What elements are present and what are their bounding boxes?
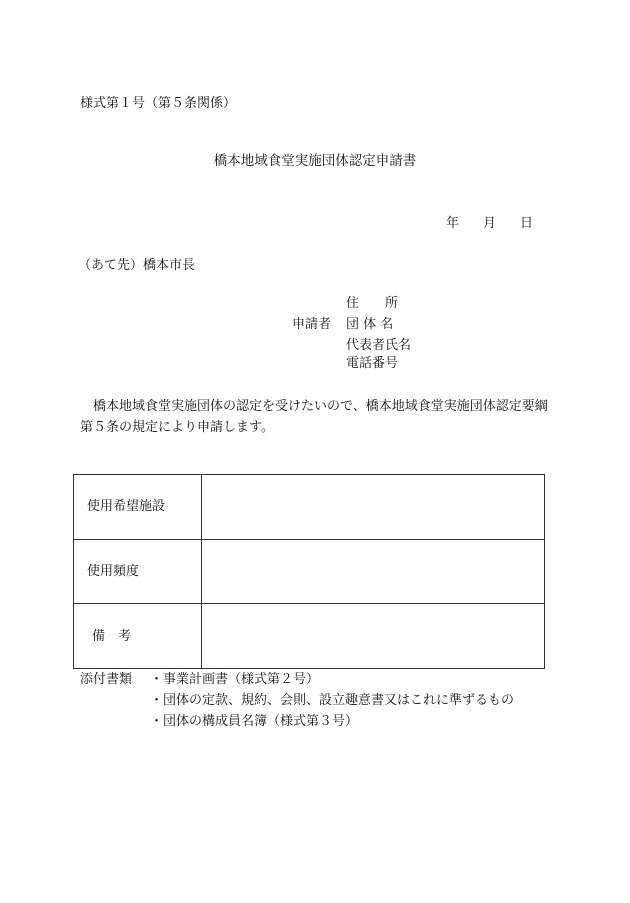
addressee: （あて先）橋本市長 [78, 258, 196, 273]
applicant-phone-label: 電話番号 [346, 356, 399, 371]
table-row [74, 539, 545, 604]
document-title: 橋本地域食堂実施団体認定申請書 [213, 153, 417, 169]
remarks-label: 備 考 [74, 604, 202, 669]
date-year: 年 [446, 216, 460, 231]
remarks-value-cell[interactable] [202, 604, 545, 669]
facility-value-cell[interactable] [202, 475, 545, 540]
date-line [446, 217, 533, 230]
attachment-item: ・団体の定款、規約、会則、設立趣意書又はこれに準ずるもの [150, 693, 515, 708]
table-row [74, 475, 545, 540]
applicant-representative-label: 代表者氏名 [346, 338, 412, 353]
applicant-group-name-label: 団 体 名 [346, 317, 394, 332]
attachment-item: ・団体の構成員名簿（様式第３号） [150, 714, 359, 729]
form-number: 様式第１号（第５条関係） [80, 96, 237, 111]
date-month: 月 [483, 216, 497, 231]
application-details-table [73, 474, 545, 669]
applicant-address-label: 住 所 [346, 296, 399, 311]
application-statement: 橋本地域食堂実施団体の認定を受けたいので、橋本地域食堂実施団体認定要綱第５条の規定により申請します。 [80, 399, 548, 435]
frequency-value-cell[interactable] [202, 539, 545, 604]
frequency-label: 使用頻度 [74, 539, 202, 604]
table-row [74, 604, 545, 669]
attachment-item: ・事業計画書（様式第２号） [150, 672, 320, 687]
facility-label: 使用希望施設 [74, 475, 202, 540]
date-day: 日 [520, 216, 534, 231]
attachments-label: 添付書類 [80, 672, 133, 687]
applicant-label: 申請者 [292, 317, 332, 332]
